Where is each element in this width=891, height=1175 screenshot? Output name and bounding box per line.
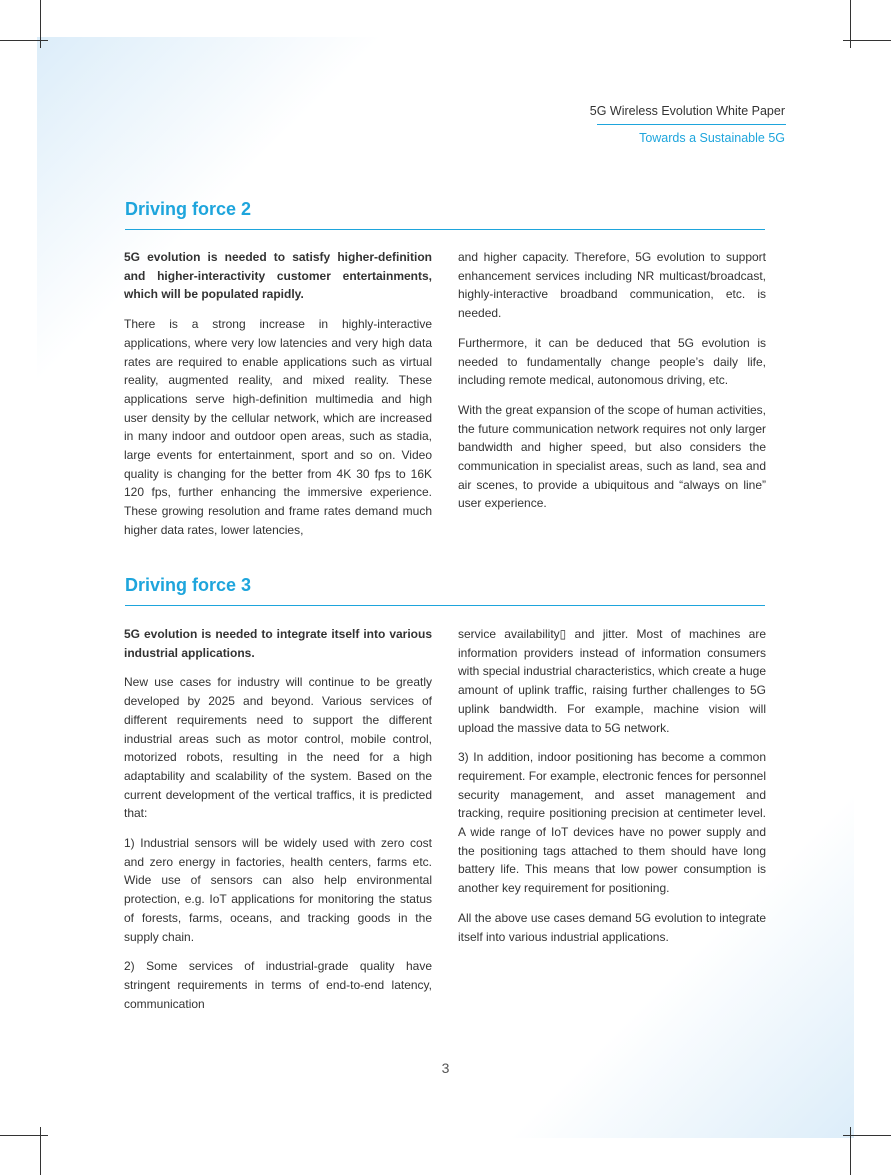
section2-left-column <box>124 248 432 551</box>
section-heading-driving-force-3: Driving force 3 <box>125 575 252 595</box>
crop-mark-bottom-left-h <box>0 1135 48 1136</box>
section3-right-column <box>458 625 766 957</box>
document-title: 5G Wireless Evolution White Paper <box>589 104 785 118</box>
crop-mark-top-left-h <box>0 40 48 41</box>
crop-mark-top-right-h <box>843 40 891 41</box>
section-heading-driving-force-2: Driving force 2 <box>125 199 252 219</box>
section2-paragraph: There is a strong increase in highly-interactive applications, where very low latencies and very high data rates are required to enable applications such as virtual reality, augmented reality, and mixed reality. These applications serve high-definition multimedia and high user density by the cellular network, which are increased in many indoor and outdoor open areas, such as stadia, large events for entertainment, sport and so on. Video quality is changing for the better from 4K 30 fps to 16K 120 fps, further enhancing the immersive experience. These growing resolution and frame rates demand much higher data rates, lower latencies, <box>124 317 432 537</box>
header-divider <box>597 124 786 125</box>
section3-paragraph: service availability▯ and jitter. Most of machines are information providers instead of information consumers with special industrial characteristics, which create a huge amount of uplink traffic, raising further challenges to 5G uplink bandwidth. For example, machine vision will upload the massive data to 5G network. <box>458 627 766 735</box>
section2-paragraph: Furthermore, it can be deduced that 5G evolution is needed to fundamentally change people’s daily life, including remote medical, autonomous driving, etc. <box>458 335 766 388</box>
section3-paragraph: All the above use cases demand 5G evolution to integrate itself into various industrial applications. <box>458 910 766 944</box>
section3-paragraph: New use cases for industry will continue to be greatly developed by 2025 and beyond. Various services of different requirements need to support the different industrial areas such as motor control, mobile control, motorized robots, resulting in the need for a high adaptability and scalability of the system. Based on the current development of the vertical traffics, it is predicted that: <box>124 675 432 821</box>
section3-paragraph: 3) In addition, indoor positioning has become a common requirement. For example, electronic fences for personnel security management, and asset management and tracking, require positioning precision at centimeter level. A wide range of IoT devices have no power supply and the positioning tags attached to them should have long battery life. This means that low power consumption is another key requirement for positioning. <box>458 750 766 896</box>
section2-paragraph: and higher capacity. Therefore, 5G evolution to support enhancement services including NR multicast/broadcast, highly-interactive broadband communication, etc. is needed. <box>458 250 766 321</box>
crop-mark-bottom-right-h <box>843 1135 891 1136</box>
section2-right-column <box>458 248 766 524</box>
section2-lead-paragraph: 5G evolution is needed to satisfy higher-definition and higher-interactivity customer entertainments, which will be populated rapidly. <box>124 250 432 302</box>
document-subtitle: Towards a Sustainable 5G <box>639 131 785 145</box>
section3-lead-paragraph: 5G evolution is needed to integrate itself into various industrial applications. <box>124 627 432 660</box>
section3-paragraph: 1) Industrial sensors will be widely used with zero cost and zero energy in factories, health centers, farms etc. Wide use of sensors can also help environmental protection, e.g. IoT applications for monitoring the status of forests, farms, oceans, and tracking goods in the supply chain. <box>124 836 432 944</box>
section2-paragraph: With the great expansion of the scope of human activities, the future communication network requires not only larger bandwidth and higher speed, but also considers the communication in specialist areas, such as land, sea and air scenes, to provide a ubiquitous and “always on line” user experience. <box>458 402 766 511</box>
section3-left-column <box>124 625 432 1024</box>
section-divider <box>125 605 765 606</box>
section3-paragraph: 2) Some services of industrial-grade quality have stringent requirements in terms of end-to-end latency, communication <box>124 959 432 1011</box>
section-divider <box>125 229 765 230</box>
page-number: 3 <box>441 1060 450 1076</box>
